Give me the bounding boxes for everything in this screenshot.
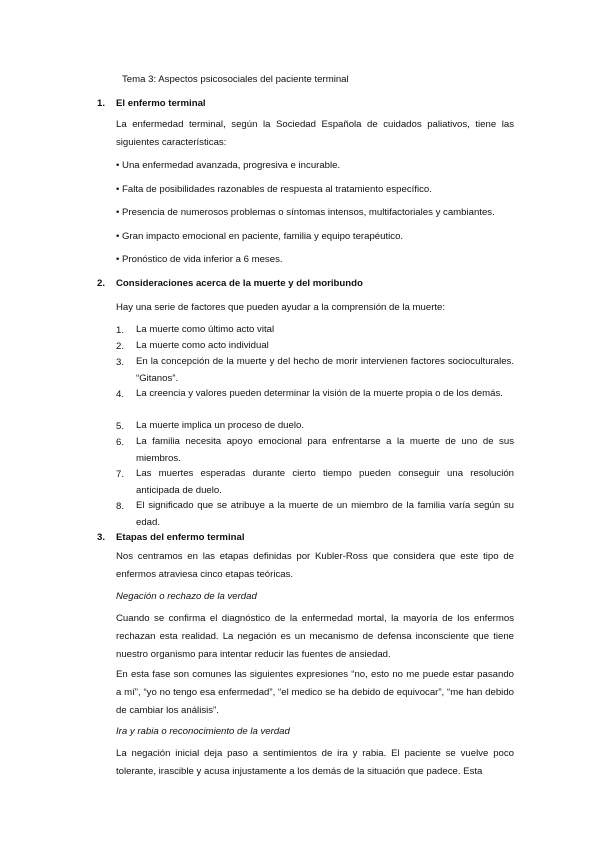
- bullet-item: • Falta de posibilidades razonables de respuesta al tratamiento específico.: [116, 184, 432, 195]
- stage-2-paragraph-1: La negación inicial deja paso a sentimientos de ira y rabia. El paciente se vuelve poco tolerante, irascible y acusa injustamente a los demás de la situación que padece. Esta: [116, 748, 514, 777]
- list-item: La muerte como acto individual: [136, 340, 269, 351]
- list-item-number: 7.: [116, 469, 125, 480]
- bullet-item: • Una enfermedad avanzada, progresiva e incurable.: [116, 160, 341, 171]
- section-2-title: Consideraciones acerca de la muerte y del moribundo: [116, 278, 363, 289]
- section-1-number: 1.: [97, 98, 106, 109]
- list-item-number: 8.: [116, 501, 125, 512]
- stage-1-title: Negación o rechazo de la verdad: [116, 591, 257, 602]
- bullet-item: • Gran impacto emocional en paciente, familia y equipo terapéutico.: [116, 231, 404, 242]
- section-3-title: Etapas del enfermo terminal: [116, 532, 245, 543]
- list-item: La muerte como último acto vital: [136, 324, 275, 335]
- section-1-title: El enfermo terminal: [116, 98, 206, 109]
- list-item-number: 3.: [116, 357, 125, 368]
- list-item: En la concepción de la muerte y del hecho de morir intervienen factores socioculturales. “Gitanos”.: [136, 356, 514, 384]
- list-item: El significado que se atribuye a la muerte de un miembro de la familia varía según su edad.: [136, 500, 514, 528]
- list-item: La familia necesita apoyo emocional para enfrentarse a la muerte de uno de sus miembros.: [136, 436, 514, 464]
- section-3-number: 3.: [97, 532, 106, 543]
- list-item-number: 4.: [116, 389, 125, 400]
- section-2-intro: Hay una serie de factores que pueden ayudar a la comprensión de la muerte:: [116, 302, 446, 313]
- stage-1-paragraph-2: En esta fase son comunes las siguientes expresiones “no, esto no me puede estar pasando a mí”, “yo no tengo esa enfermedad”, “el medico se ha debido de equivocar”, “me han debido de cambiar los análisis”.: [116, 669, 514, 716]
- section-1-intro: La enfermedad terminal, según la Sociedad Española de cuidados paliativos, tiene las siguientes características:: [116, 119, 514, 148]
- bullet-item: • Presencia de numerosos problemas o síntomas intensos, multifactoriales y cambiantes.: [116, 207, 495, 218]
- section-2-number: 2.: [97, 278, 106, 289]
- stage-1-paragraph-1: Cuando se confirma el diagnóstico de la enfermedad mortal, la mayoría de los enfermos rechazan esta realidad. La negación es un mecanismo de defensa inconsciente que tiene nuestro organismo para intentar reducir las fuentes de ansiedad.: [116, 613, 514, 660]
- list-item: Las muertes esperadas durante cierto tiempo pueden conseguir una resolución anticipada de duelo.: [136, 468, 514, 496]
- list-item-number: 5.: [116, 421, 125, 432]
- list-item-number: 1.: [116, 325, 125, 336]
- list-item-number: 2.: [116, 341, 125, 352]
- bullet-item: • Pronóstico de vida inferior a 6 meses.: [116, 254, 283, 265]
- document-header: Tema 3: Aspectos psicosociales del paciente terminal: [122, 74, 349, 85]
- section-3-intro: Nos centramos en las etapas definidas por Kubler-Ross que considera que este tipo de enfermos atraviesa cinco etapas teóricas.: [116, 551, 514, 580]
- list-item: La muerte implica un proceso de duelo.: [136, 420, 304, 431]
- list-item-number: 6.: [116, 437, 125, 448]
- stage-2-title: Ira y rabia o reconocimiento de la verdad: [116, 726, 290, 737]
- list-item: La creencia y valores pueden determinar la visión de la muerte propia o de los demás.: [136, 388, 503, 399]
